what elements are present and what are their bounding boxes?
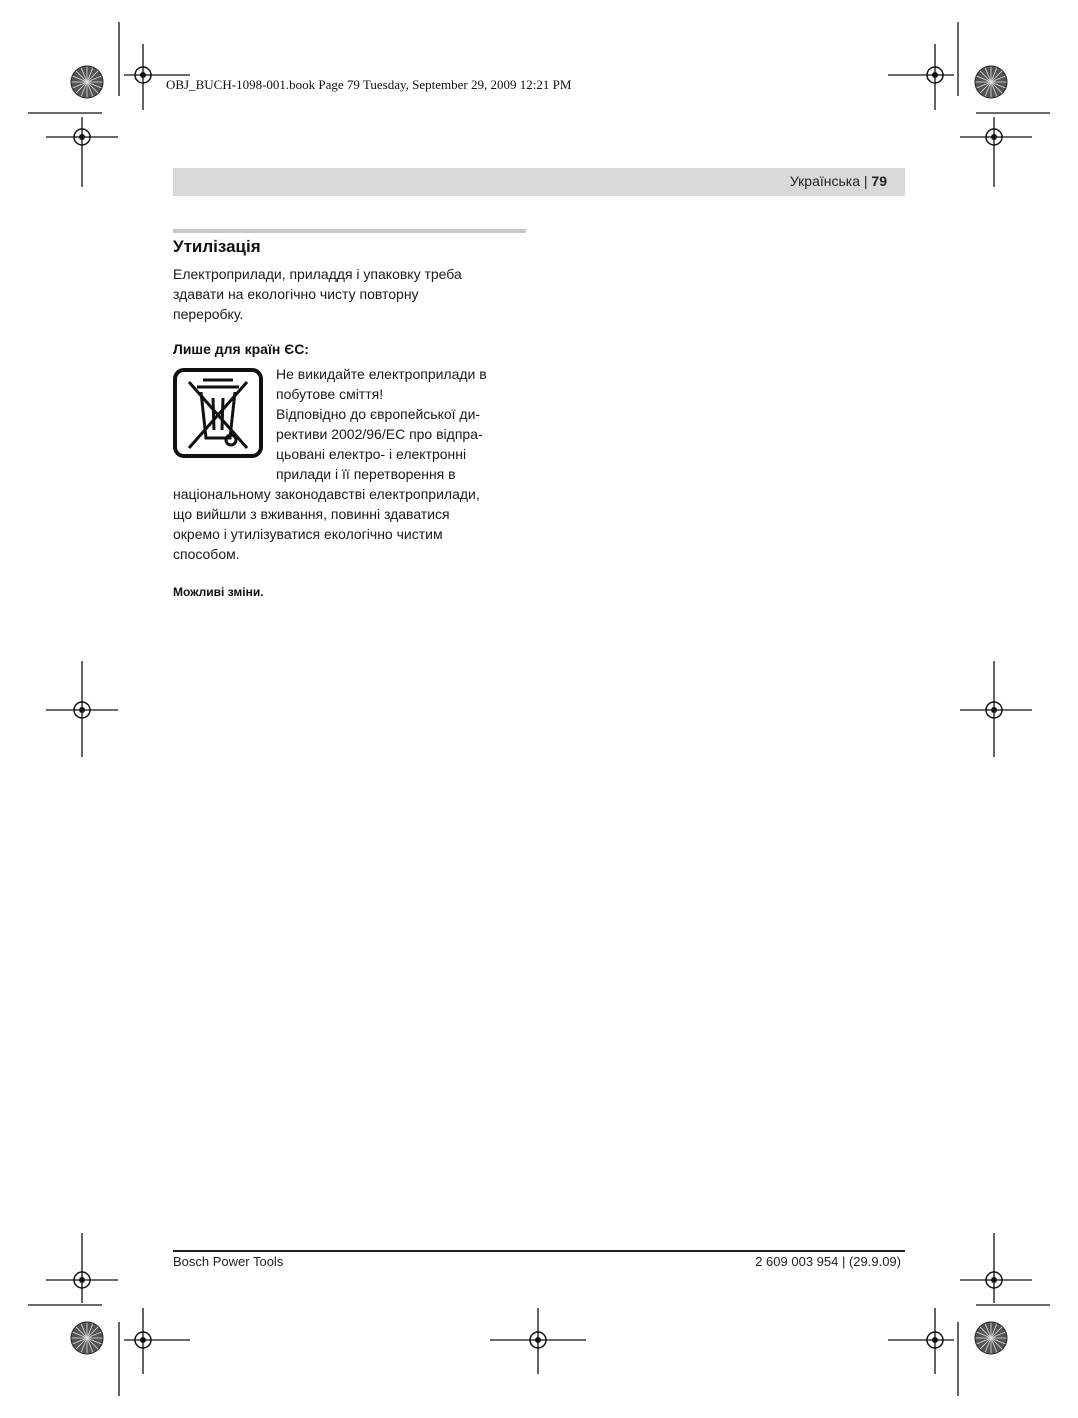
eu-text-wrapped (276, 364, 536, 484)
weee-crossed-bin-icon (173, 368, 263, 458)
intro-paragraph (173, 264, 462, 324)
header-language: Українська (789, 173, 860, 189)
intro-line: здавати на екологічно чисту повторну (173, 286, 419, 302)
header-label (790, 173, 887, 189)
eu-text-line: рективи 2002/96/EC про відпра- (276, 426, 483, 442)
eu-text-line: прилади і її перетворення в (276, 466, 456, 482)
eu-text-full (173, 484, 480, 564)
eu-text-line: Не викидайте електроприлади в (276, 366, 487, 382)
eu-text-line: способом. (173, 546, 240, 562)
change-note: Можливі зміни. (173, 585, 264, 599)
eu-heading: Лише для країн ЄС: (173, 341, 309, 357)
intro-line: переробку. (173, 306, 244, 322)
footer-doc-number: 2 609 003 954 | (29.9.09) (755, 1254, 901, 1269)
footer-rule (173, 1250, 905, 1252)
eu-text-line: національному законодавстві електроприлади, (173, 486, 480, 502)
section-title: Утилізація (173, 237, 261, 256)
eu-text-line: Відповідно до європейської ди- (276, 406, 481, 422)
section-rule (173, 229, 526, 233)
eu-text-line: побутове сміття! (276, 386, 384, 402)
eu-text-line: цьовані електро- і електронні (276, 446, 467, 462)
print-slug: OBJ_BUCH-1098-001.book Page 79 Tuesday, September 29, 2009 12:21 PM (166, 77, 572, 92)
eu-text-line: окремо і утилізуватися екологічно чистим (173, 526, 443, 542)
eu-text-line: що вийшли з вживання, повинні здаватися (173, 506, 450, 522)
footer-brand: Bosch Power Tools (173, 1254, 284, 1269)
page-header (173, 168, 905, 196)
page-number: 79 (871, 173, 887, 189)
intro-line: Електроприлади, приладдя і упаковку треба (173, 266, 462, 282)
header-separator: | (863, 173, 868, 189)
